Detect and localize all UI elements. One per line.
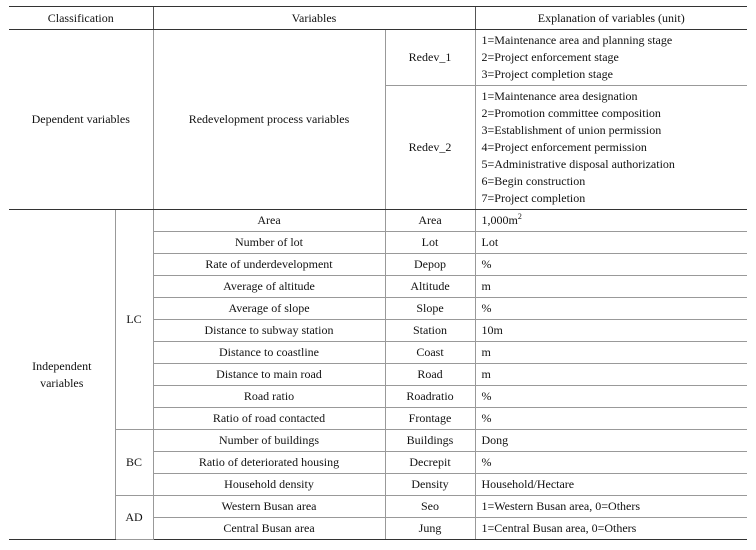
variable-unit-cell (475, 452, 747, 474)
independent-label: Independent variables (9, 210, 115, 540)
variable-unit: 10m (481, 323, 503, 337)
redev2-item: 4=Project enforcement permission (481, 140, 647, 154)
redev1-code: Redev_1 (385, 30, 475, 86)
variable-unit-cell (475, 518, 747, 540)
redev2-code: Redev_2 (385, 86, 475, 210)
variable-unit-cell (475, 342, 747, 364)
variable-name: Ratio of deteriorated housing (153, 452, 385, 474)
variable-unit-cell (475, 386, 747, 408)
variable-code: Buildings (385, 430, 475, 452)
group-code: AD (115, 496, 153, 540)
redev1-item: 2=Project enforcement stage (481, 50, 619, 64)
redev2-item: 6=Begin construction (481, 174, 586, 188)
redev2-item: 2=Promotion committee composition (481, 106, 661, 120)
variable-unit: % (481, 301, 492, 315)
redev1-explanation (475, 30, 747, 86)
variable-code: Jung (385, 518, 475, 540)
variable-name: Western Busan area (153, 496, 385, 518)
variable-name: Distance to subway station (153, 320, 385, 342)
variable-unit-cell (475, 232, 747, 254)
variable-unit-cell (475, 430, 747, 452)
redev1-item: 1=Maintenance area and planning stage (481, 33, 673, 47)
variable-unit: 1=Central Busan area, 0=Others (481, 521, 637, 535)
variable-unit: 1=Western Busan area, 0=Others (481, 499, 641, 513)
variable-unit-cell (475, 254, 747, 276)
variable-name: Ratio of road contacted (153, 408, 385, 430)
redev2-item: 5=Administrative disposal authorization (481, 157, 675, 171)
variable-name: Average of altitude (153, 276, 385, 298)
variable-unit-cell (475, 408, 747, 430)
variable-unit: m (481, 367, 491, 381)
variable-code: Seo (385, 496, 475, 518)
group-code: BC (115, 430, 153, 496)
variable-code: Area (385, 210, 475, 232)
variable-code: Road (385, 364, 475, 386)
variable-unit: % (481, 257, 492, 271)
redev2-item: 3=Establishment of union permission (481, 123, 662, 137)
variable-code: Altitude (385, 276, 475, 298)
variable-unit-cell (475, 210, 747, 232)
variable-code: Lot (385, 232, 475, 254)
variable-name: Area (153, 210, 385, 232)
variable-unit-cell (475, 364, 747, 386)
group-code: LC (115, 210, 153, 430)
variable-unit-cell (475, 320, 747, 342)
header-explanation: Explanation of variables (unit) (475, 7, 747, 30)
header-variables: Variables (153, 7, 475, 30)
variable-unit: Dong (481, 433, 509, 447)
variable-unit-cell (475, 474, 747, 496)
redev1-row (9, 30, 747, 86)
variable-name: Rate of underdevelopment (153, 254, 385, 276)
variables-table-container (9, 6, 747, 540)
table-row (9, 496, 747, 518)
variable-name: Number of lot (153, 232, 385, 254)
table-row (9, 210, 747, 232)
variable-unit: Household/Hectare (481, 477, 575, 491)
variable-code: Depop (385, 254, 475, 276)
variable-code: Station (385, 320, 475, 342)
redev2-item: 1=Maintenance area designation (481, 89, 638, 103)
variable-unit: % (481, 411, 492, 425)
table-row (9, 430, 747, 452)
redevelopment-group-label: Redevelopment process variables (153, 30, 385, 210)
redev2-item: 7=Project completion (481, 191, 586, 205)
variable-code: Slope (385, 298, 475, 320)
variable-name: Road ratio (153, 386, 385, 408)
redev1-item: 3=Project completion stage (481, 67, 613, 81)
variables-table (9, 6, 747, 540)
variable-name: Average of slope (153, 298, 385, 320)
variable-name: Distance to coastline (153, 342, 385, 364)
variable-name: Number of buildings (153, 430, 385, 452)
variable-unit: m (481, 345, 491, 359)
variable-name: Household density (153, 474, 385, 496)
dependent-label: Dependent variables (9, 30, 153, 210)
variable-unit-cell (475, 276, 747, 298)
redev2-explanation (475, 86, 747, 210)
variable-code: Decrepit (385, 452, 475, 474)
variable-unit: % (481, 455, 492, 469)
variable-code: Density (385, 474, 475, 496)
variable-unit: m (481, 279, 491, 293)
variable-unit-cell (475, 298, 747, 320)
variable-unit-cell (475, 496, 747, 518)
variable-unit: % (481, 389, 492, 403)
header-row (9, 7, 747, 30)
header-classification: Classification (9, 7, 153, 30)
unit-superscript: 2 (517, 212, 522, 221)
variable-name: Distance to main road (153, 364, 385, 386)
variable-code: Frontage (385, 408, 475, 430)
variable-unit: 1,000m (481, 213, 518, 227)
variable-code: Roadratio (385, 386, 475, 408)
variable-unit: Lot (481, 235, 499, 249)
variable-code: Coast (385, 342, 475, 364)
variable-name: Central Busan area (153, 518, 385, 540)
